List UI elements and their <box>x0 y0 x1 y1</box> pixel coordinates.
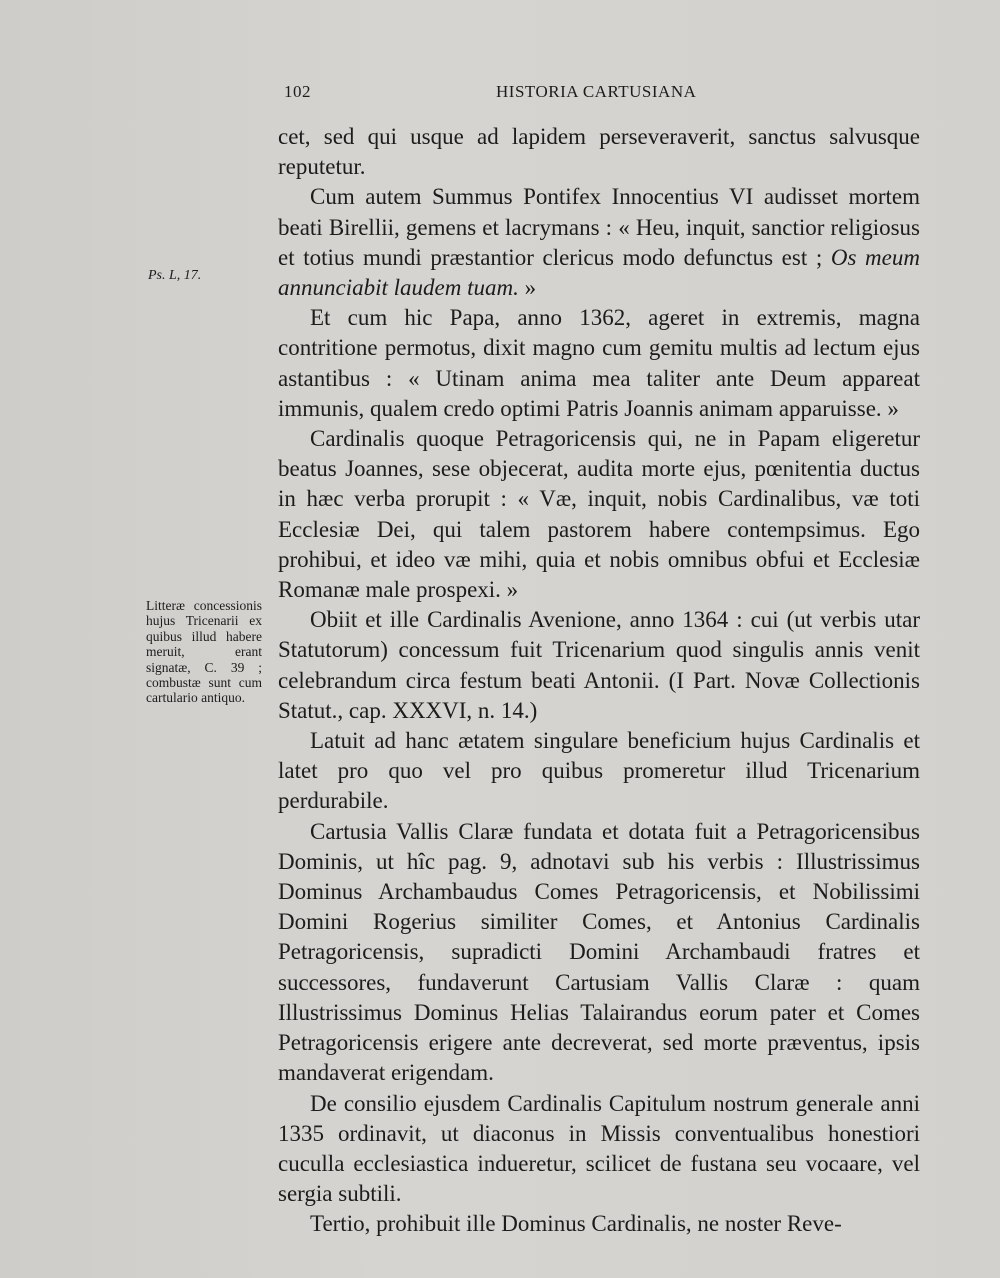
paragraph-1: cet, sed qui usque ad lapidem perseveraverit, sanctus salvusque reputetur. <box>278 124 920 180</box>
paragraph-2 <box>278 182 920 303</box>
paragraph-3: Et cum hic Papa, anno 1362, ageret in extremis, magna contritione permotus, dixit magno cum gemitu multis ad lectum ejus astantibus : « Utinam anima mea taliter ante Deum appareat immunis, qualem credo optimi Patris Joannis animam apparuisse. » <box>278 305 920 421</box>
running-title: HISTORIA CARTUSIANA <box>496 82 697 101</box>
paragraph-6: Latuit ad hanc ætatem singulare beneficium hujus Cardinalis et latet pro quo vel pro quibus promeretur illud Tricenarium perdurabile. <box>278 728 920 814</box>
paragraph-9: Tertio, prohibuit ille Dominus Cardinalis, ne noster Reve- <box>310 1211 842 1237</box>
body-text <box>278 122 920 1240</box>
page-number: 102 <box>284 82 311 101</box>
paragraph-5: Obiit et ille Cardinalis Avenione, anno 1364 : cui (ut verbis utar Statutorum) concessum fuit Tricenarium quod singulis annis venit celebrandum circa festum beati Antonii. (I Part. Novæ Collectionis Statut., cap. XXXVI, n. 14.) <box>278 607 920 723</box>
margin-note: Litteræ concessionis hujus Tricenarii ex quibus illud habere meruit, erant signatæ, C. 39 ; combustæ sunt cum cartulario antiquo. <box>146 598 262 706</box>
paragraph-2-text: Cum autem Summus Pontifex Innocentius VI audisset mortem beati Birellii, gemens et lacrymans : « Heu, inquit, sanctior religiosus et totius mundi præstantior clericus modo defunctus est ; <box>278 184 920 270</box>
paragraph-8: De consilio ejusdem Cardinalis Capitulum nostrum generale anni 1335 ordinavit, ut diaconus in Missis conventualibus honestiori cuculla ecclesiastica indueretur, scilicet de fustana seu vocaare, vel sergia subtili. <box>278 1090 920 1207</box>
margin-psalm-reference: Ps. L, 17. <box>148 268 202 283</box>
paragraph-2-close: » <box>518 275 537 301</box>
paragraph-2-italic-quote: Os meum annunciabit laudem tuam. <box>278 244 920 301</box>
running-header <box>278 82 918 106</box>
paragraph-4: Cardinalis quoque Petragoricensis qui, ne in Papam eligeretur beatus Joannes, sese objecerat, audita morte ejus, pœnitentia ductus in hæc verba prorupit : « Væ, inquit, nobis Cardinalibus, væ toti Ecclesiæ Dei, qui talem pastorem habere contempsimus. Ego prohibui, et ideo væ mihi, quia et nobis omnibus obfui et Ecclesiæ Romanæ male prospexi. » <box>278 426 920 603</box>
paragraph-7: Cartusia Vallis Claræ fundata et dotata fuit a Petragoricensibus Dominis, ut hîc pag. 9, adnotavi sub his verbis : Illustrissimus Dominus Archambaudus Comes Petragoricensis, et Nobilissimi Domini Rogerius similiter Comes, et Antonius Cardinalis Petragoricensis, supradicti Domini Archambaudi fratres et successores, fundaverunt Cartusiam Vallis Claræ : quam Illustrissimus Dominus Helias Talairandus eorum pater et Comes Petragoricensis erigere ante decreverat, sed morte præventus, ipsis mandaverat erigendam. <box>278 818 920 1086</box>
